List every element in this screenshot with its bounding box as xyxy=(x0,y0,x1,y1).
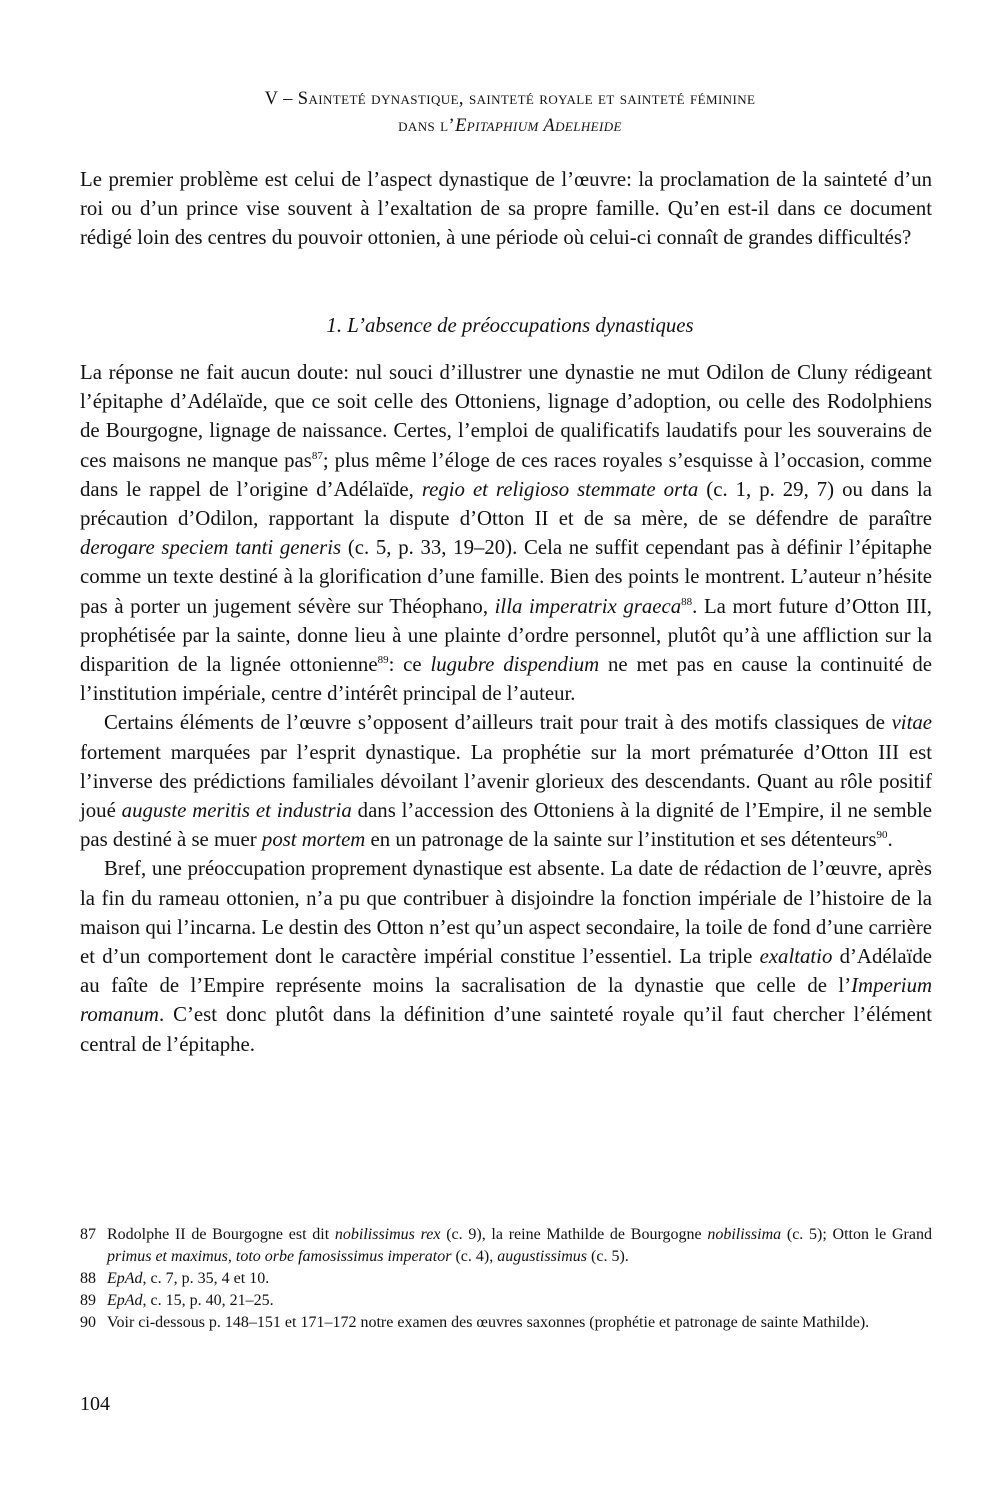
paragraph-3: Bref, une préoccupation proprement dynastique est absente. La date de rédaction de l’œuvre, après la fin du rameau ottonien, n’a pu que contribuer à disjoindre la fonction impériale de l’histoire de la maison qui l’incarna. Le destin des Otton n’est qu’un aspect secondaire, la toile de fond d’une carrière et d’un comportement dont le caractère impérial constitue l’essentiel. La triple exaltatio d’Adélaïde au faîte de l’Empire représente moins la sacralisation de la dynastie que celle de l’Imperium romanum. C’est donc plutôt dans la définition d’une sainteté royale qu’il faut chercher l’élément central de l’épitaphe. xyxy=(80,857,933,1056)
chapter-title xyxy=(80,86,940,140)
footnote-number: 88 xyxy=(80,1270,96,1287)
section-body xyxy=(80,358,932,1059)
footnote-ref-90[interactable]: 90 xyxy=(876,829,888,842)
chapter-title-line-2 xyxy=(80,113,940,140)
footnote-number: 90 xyxy=(80,1314,96,1331)
intro-text: Le premier problème est celui de l’aspect dynastique de l’œuvre: la proclamation de la sainteté d’un roi ou d’un prince vise souvent à l’exaltation de sa propre famille. Qu’en est-il dans ce document rédigé loin des centres du pouvoir ottonien, à une période où celui-ci connaît de grandes difficultés? xyxy=(80,168,932,250)
footnote-text: EpAd, c. 7, p. 35, 4 et 10. xyxy=(107,1270,270,1287)
footnote-text: EpAd, c. 15, p. 40, 21–25. xyxy=(107,1292,274,1309)
footnote-ref-88[interactable]: 88 xyxy=(681,595,693,608)
footnote-text: Voir ci-dessous p. 148–151 et 171–172 notre examen des œuvres saxonnes (prophétie et patronage de sainte Mathilde). xyxy=(107,1314,870,1331)
footnotes xyxy=(80,1224,932,1334)
footnote-90 xyxy=(80,1312,932,1334)
section-heading: 1. L’absence de préoccupations dynastiques xyxy=(326,314,694,337)
paragraph-2: Certains éléments de l’œuvre s’opposent d’ailleurs trait pour trait à des motifs classiques de vitae fortement marquées par l’esprit dynastique. La prophétie sur la mort prématurée d’Otton III est l’inverse des prédictions familiales dévoilant l’avenir glorieux des descendants. Quant au rôle positif joué auguste meritis et industria dans l’accession des Ottoniens à la dignité de l’Empire, il ne semble pas destiné à se muer post mortem en un patronage de la sainte sur l’institution et ses détenteurs$^{90}$. xyxy=(80,711,932,852)
footnote-text: Rodolphe II de Bourgogne est dit nobilissimus rex (c. 9), la reine Mathilde de Bourgogne nobilissima (c. 5); Otton le Grand primus et maximus, toto orbe famosissimus imperator (c. 4), augustissimus (c. 5). xyxy=(107,1226,932,1265)
page-number: 104 xyxy=(80,1393,110,1415)
footnote-88 xyxy=(80,1268,932,1290)
intro-paragraph xyxy=(80,165,932,253)
footnote-ref-89[interactable]: 89 xyxy=(377,654,389,667)
footnote-number: 87 xyxy=(80,1226,96,1243)
footnote-89 xyxy=(80,1290,932,1312)
paragraph-1: La réponse ne fait aucun doute: nul souci d’illustrer une dynastie ne mut Odilon de Cluny rédigeant l’épitaphe d’Adélaïde, que ce soit celle des Ottoniens, lignage d’adoption, ou celle des Rodolphiens de Bourgogne, lignage de naissance. Certes, l’emploi de qualificatifs laudatifs pour les souverains de ces maisons ne manque pas$^{87}$; plus même l’éloge de ces races royales s’esquisse à l’occasion, comme dans le rappel de l’origine d’Adélaïde, regio et religioso stemmate orta (c. 1, p. 29, 7) ou dans la précaution d’Odilon, rapportant la dispute d’Otton II et de sa mère, de se défendre de paraître derogare speciem tanti generis (c. 5, p. 33, 19–20). Cela ne suffit cependant pas à définir l’épitaphe comme un texte destiné à la glorification d’une famille. Bien des points le montrent. L’auteur n’hésite pas à porter un jugement sévère sur Théophano, illa imperatrix graeca$^{88}$. La mort future d’Otton III, prophétisée par la sainte, donne lieu à une plainte d’ordre personnel, plutôt qu’à une affliction sur la disparition de la lignée ottonienne$^{89}$: ce lugubre dispendium ne met pas en cause la continuité de l’institution impériale, centre d’intérêt principal de l’auteur. xyxy=(80,361,933,706)
chapter-title-italic: Epitaphium Adelheide xyxy=(455,116,622,136)
footnote-ref-87[interactable]: 87 xyxy=(311,449,323,462)
footnote-number: 89 xyxy=(80,1292,96,1309)
footnote-87 xyxy=(80,1224,932,1268)
chapter-title-line-1: V – Sainteté dynastique, sainteté royale et sainteté féminine xyxy=(264,89,756,109)
chapter-title-prefix: dans l’ xyxy=(398,116,456,136)
